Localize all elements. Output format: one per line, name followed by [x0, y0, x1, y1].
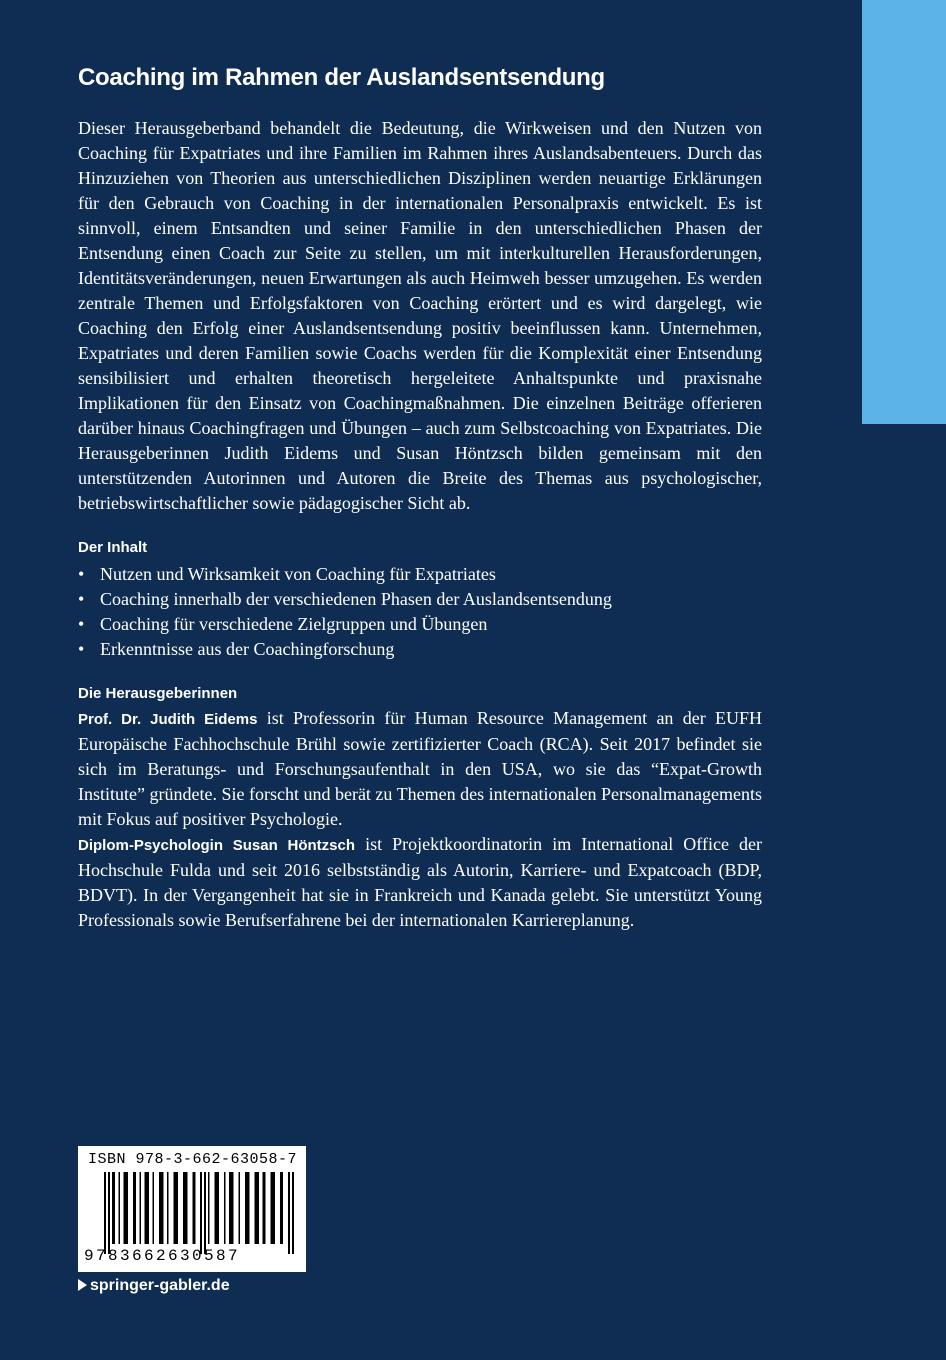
publisher-link[interactable] [78, 1276, 230, 1296]
editor-bio-text: ist Projektkoordinatorin im International Office der Hochschule Fulda und seit 2016 selbstständig als Autorin, Karriere- und Expatcoach (BDP, BDVT). In der Vergangenheit hat sie in Frankreich und Kanada gelebt. Sie unterstützt Young Professionals sowie Berufserfahrene bei der internationalen Karriereplanung. [78, 834, 762, 930]
editors-heading: Die Herausgeberinnen [78, 685, 238, 702]
isbn-label: ISBN 978-3-662-63058-7 [88, 1151, 298, 1168]
ean-digits: 9783662630587 [84, 1247, 241, 1265]
publisher-url: springer-gabler.de [90, 1277, 230, 1294]
bullet-icon: • [78, 564, 85, 584]
contents-list [78, 562, 762, 662]
arrow-right-icon [78, 1279, 87, 1291]
editor-bio-eidems [78, 706, 762, 832]
book-title: Coaching im Rahmen der Auslandsentsendung [78, 64, 605, 91]
list-item: • Coaching für verschiedene Zielgruppen und Übungen [78, 612, 762, 637]
list-item: • Coaching innerhalb der verschiedenen Phasen der Auslandsentsendung [78, 587, 762, 612]
contents-heading: Der Inhalt [78, 539, 148, 556]
editor-bio-text: ist Professorin für Human Resource Management an der EUFH Europäische Fachhochschule Brühl sowie zertifizierter Coach (RCA). Seit 2017 befindet sie sich im Beratungs- und Forschungsaufenthalt in den USA, wo sie das “Expat-Growth Institute” gründete. Sie forscht und berät zu Themen des internationalen Personalmanagements mit Fokus auf positiver Psychologie. [78, 708, 763, 829]
editor-bio-hoentzsch [78, 832, 762, 933]
bullet-icon: • [78, 614, 85, 634]
editor-name: Prof. Dr. Judith Eidems [78, 711, 258, 728]
list-item: • Erkenntnisse aus der Coachingforschung [78, 637, 762, 662]
bullet-icon: • [78, 639, 85, 659]
blurb-text: Dieser Herausgeberband behandelt die Bedeutung, die Wirkweisen und den Nutzen von Coaching für Expatriates und ihre Familien im Rahmen ihres Auslandsabenteuers. Durch das Hinzuziehen von Theorien aus unterschiedlichen Disziplinen werden neuartige Erklärungen für den Gebrauch von Coaching in der internationalen Personalpraxis entwickelt. Es ist sinnvoll, einem Entsandten und seiner Familie in den unterschiedlichen Phasen der Entsendung einen Coach zur Seite zu stellen, um mit interkulturellen Herausforderungen, Identitätsveränderungen, neuen Erwartungen als auch Heimweh besser umzugehen. Es werden zentrale Themen und Erfolgsfaktoren von Coaching erörtert und es wird dargelegt, wie Coaching den Erfolg einer Auslandsentsendung positiv beeinflussen kann. Unternehmen, Expatriates und deren Familien sowie Coachs werden für die Komplexität einer Entsendung sensibilisiert und erhalten theoretisch hergeleitete Anhaltspunkte und praxisnahe Implikationen für den Einsatz von Coachingmaßnahmen. Die einzelnen Beiträge offerieren darüber hinaus Coachingfragen und Übungen – auch zum Selbstcoaching von Expatriates. Die Herausgeberinnen Judith Eidems und Susan Höntzsch bilden gemeinsam mit den unterstützenden Autorinnen und Autoren die Breite des Themas aus psychologischer, betriebswirtschaftlicher sowie pädagogischer Sicht ab. [78, 118, 762, 513]
back-cover-content [78, 62, 762, 933]
corner-accent-block [862, 0, 946, 424]
list-item: • Nutzen und Wirksamkeit von Coaching für Expatriates [78, 562, 762, 587]
isbn-barcode [78, 1146, 306, 1272]
editor-name: Diplom-Psychologin Susan Höntzsch [78, 837, 355, 854]
bullet-icon: • [78, 589, 85, 609]
